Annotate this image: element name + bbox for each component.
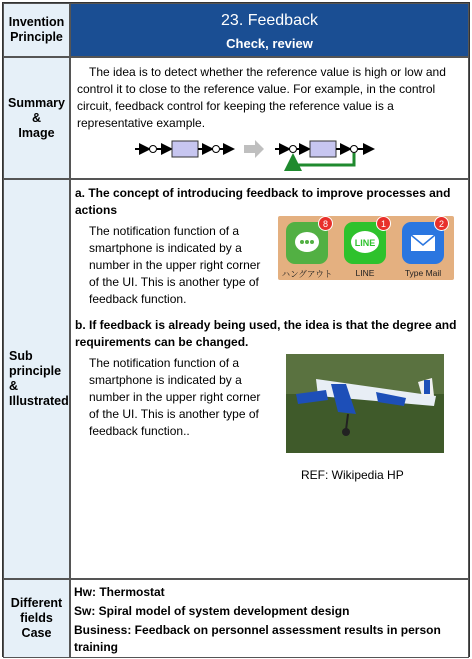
rc-plane-photo bbox=[286, 354, 444, 453]
line-icon bbox=[344, 219, 386, 278]
line-label: LINE bbox=[355, 268, 375, 278]
closed-loop-diagram bbox=[275, 141, 373, 165]
field-business: Business: Feedback on personnel assessment results in person training bbox=[74, 623, 441, 654]
different-fields-label bbox=[3, 579, 70, 658]
mail-label: Type Mail bbox=[404, 268, 442, 278]
summary-label-text: Summary & Image bbox=[8, 95, 65, 140]
invention-principle-text: Invention Principle bbox=[8, 15, 65, 44]
different-fields-cell bbox=[70, 579, 469, 658]
svg-text:LINE: LINE bbox=[354, 238, 376, 248]
hangout-badge: 8 bbox=[318, 216, 333, 231]
sub-principle-label-text: Sub principle & Illustrated bbox=[9, 349, 69, 408]
hangout-label: ハングアウト bbox=[281, 269, 333, 279]
field-hw: Hw: Thermostat bbox=[74, 585, 165, 599]
mail-badge: 2 bbox=[434, 216, 449, 231]
summary-cell bbox=[70, 57, 469, 179]
reference-text: REF: Wikipedia HP bbox=[301, 468, 404, 482]
mail-icon bbox=[402, 219, 444, 278]
principle-sheet bbox=[2, 2, 470, 657]
page-subtitle: Check, review bbox=[226, 36, 313, 51]
summary-text: The idea is to detect whether the reference value is high or low and control it to close to the reference value. For example, in the control circuit, feedback control for keeping the reference value is a representative example. bbox=[77, 65, 446, 130]
app-icons-image bbox=[278, 216, 454, 280]
sub-a-text: The notification function of a smartphone is indicated by a number in the upper right corner of the UI. This is another type of feedback function. bbox=[89, 224, 261, 306]
page-title: 23. Feedback bbox=[221, 12, 318, 29]
sub-b-text: The notification function of a smartphone is indicated by a number in the upper right corner of the UI. This is another type of feedback function.. bbox=[89, 356, 261, 438]
sub-principle-cell bbox=[70, 179, 469, 579]
field-sw: Sw: Spiral model of system development design bbox=[74, 604, 350, 618]
header-banner bbox=[70, 3, 469, 57]
summary-label bbox=[3, 57, 70, 179]
feedback-diagram bbox=[131, 136, 381, 172]
sub-a-heading: a. The concept of introducing feedback to improve processes and actions bbox=[75, 186, 451, 217]
sub-b-heading: b. If feedback is already being used, the idea is that the degree and requirements can be changed. bbox=[75, 318, 457, 349]
transition-arrow-icon bbox=[244, 140, 264, 158]
invention-principle-label bbox=[3, 3, 70, 57]
sub-principle-label bbox=[3, 179, 70, 579]
open-loop-diagram bbox=[135, 141, 233, 157]
line-badge: 1 bbox=[376, 216, 391, 231]
different-fields-label-text: Different fields Case bbox=[10, 596, 63, 640]
hangout-icon bbox=[281, 219, 333, 279]
